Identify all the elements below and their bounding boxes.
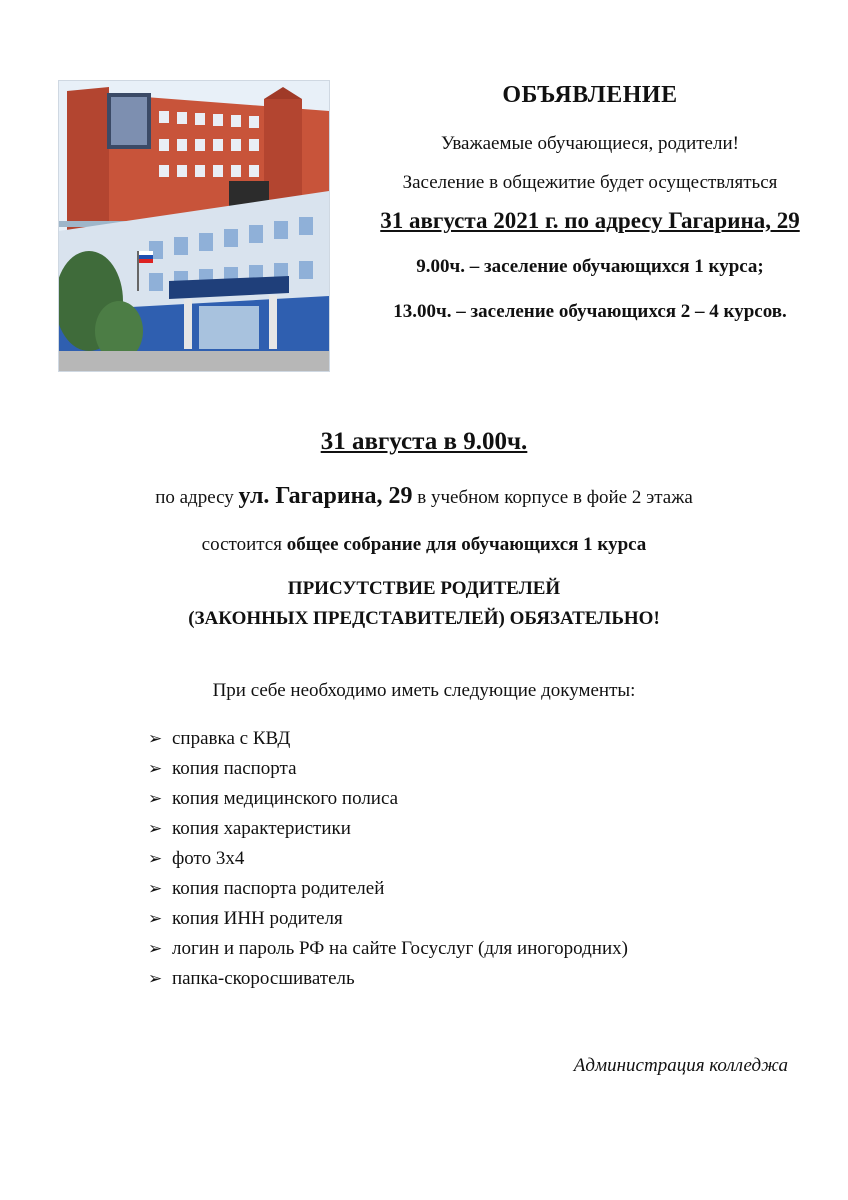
list-item-text: копия ИНН родителя	[172, 908, 343, 929]
list-item	[148, 754, 628, 784]
announcement-title: ОБЪЯВЛЕНИЕ	[502, 82, 678, 108]
list-item	[148, 874, 628, 904]
list-item	[148, 904, 628, 934]
schedule-first-year: 9.00ч. – заселение обучающихся 1 курса;	[416, 256, 764, 277]
documents-list	[148, 724, 628, 994]
arrowhead-bullet-icon: ➢	[148, 909, 163, 929]
settlement-date-address: 31 августа 2021 г. по адресу Гагарина, 29	[380, 208, 800, 233]
address-prefix: по адресу	[155, 487, 239, 508]
list-item-text: копия медицинского полиса	[172, 788, 399, 809]
arrowhead-bullet-icon: ➢	[148, 879, 163, 899]
greeting-text: Уважаемые обучающиеся, родители!	[441, 133, 739, 154]
list-item-text: фото 3х4	[172, 848, 245, 869]
list-item	[148, 814, 628, 844]
list-item-text: копия паспорта	[172, 758, 297, 779]
arrowhead-bullet-icon: ➢	[148, 969, 163, 989]
list-item	[148, 964, 628, 994]
list-item-text: копия характеристики	[172, 818, 351, 839]
meeting-description	[0, 534, 848, 556]
meeting-date: 31 августа в 9.00ч.	[320, 428, 528, 455]
arrowhead-bullet-icon: ➢	[148, 789, 163, 809]
signature: Администрация колледжа	[573, 1055, 788, 1076]
list-item-text: копия паспорта родителей	[172, 878, 385, 899]
list-item	[148, 844, 628, 874]
presence-line-1: ПРИСУТСТВИЕ РОДИТЕЛЕЙ	[287, 578, 561, 599]
list-item-text: папка-скоросшиватель	[172, 968, 355, 989]
address-suffix: в учебном корпусе в фойе 2 этажа	[412, 487, 693, 508]
meeting-bold-text: общее собрание для обучающихся 1 курса	[286, 534, 647, 555]
list-item	[148, 724, 628, 754]
meeting-prefix: состоится	[201, 534, 287, 555]
address-street: ул. Гагарина, 29	[238, 483, 413, 509]
meeting-address-line	[0, 483, 848, 510]
schedule-senior-years: 13.00ч. – заселение обучающихся 2 – 4 курсов.	[393, 301, 787, 322]
arrowhead-bullet-icon: ➢	[148, 849, 163, 869]
arrowhead-bullet-icon: ➢	[148, 819, 163, 839]
settlement-intro: Заселение в общежитие будет осуществляться	[402, 172, 778, 193]
arrowhead-bullet-icon: ➢	[148, 759, 163, 779]
presence-notice	[0, 574, 848, 634]
documents-intro: При себе необходимо иметь следующие документы:	[212, 680, 636, 701]
presence-line-2: (ЗАКОННЫХ ПРЕДСТАВИТЕЛЕЙ) ОБЯЗАТЕЛЬНО!	[188, 608, 660, 629]
arrowhead-bullet-icon: ➢	[148, 729, 163, 749]
list-item-text: логин и пароль РФ на сайте Госуслуг (для иногородних)	[172, 938, 628, 959]
college-buildings-photo	[58, 80, 330, 372]
arrowhead-bullet-icon: ➢	[148, 939, 163, 959]
list-item	[148, 784, 628, 814]
list-item-text: справка с КВД	[172, 728, 291, 749]
list-item	[148, 934, 628, 964]
